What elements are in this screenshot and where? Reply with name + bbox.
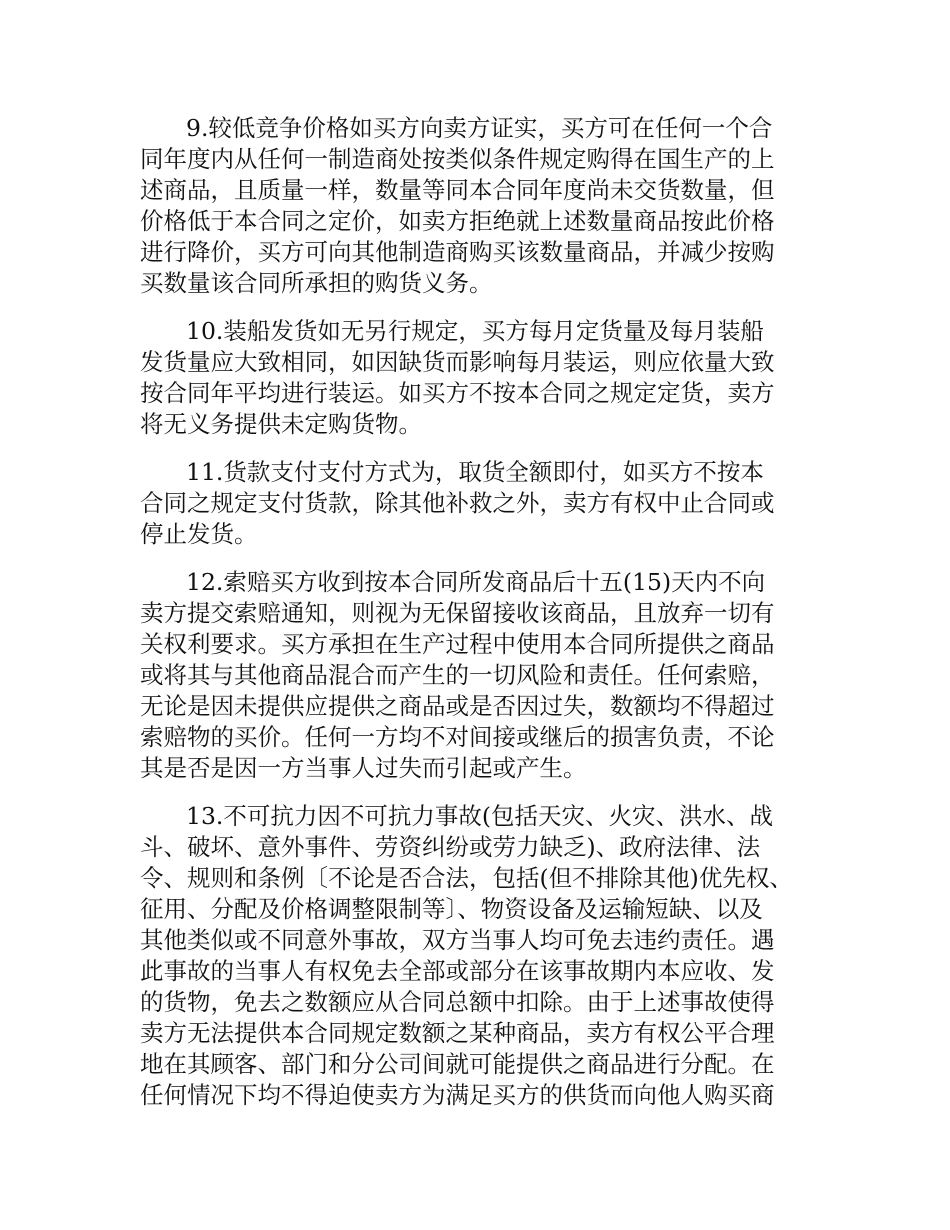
paragraph-line: 的货物，免去之数额应从合同总额中扣除。由于上述事故使得 (140, 988, 775, 1016)
clause-10 (140, 316, 820, 440)
paragraph-line: 9.较低竞争价格如买方向卖方证实，买方可在任何一个合 (186, 114, 773, 142)
clause-11 (140, 457, 820, 550)
paragraph-line: 12.索赔买方收到按本合同所发商品后十五(15)天内不向 (186, 568, 766, 596)
paragraph-line: 关权利要求。买方承担在生产过程中使用本合同所提供之商品 (140, 630, 775, 658)
paragraph-line: 发货量应大致相同，如因缺货而影响每月装运，则应依量大致 (140, 348, 775, 376)
paragraph-line: 任何情况下均不得迫使卖方为满足买方的供货而向他人购买商 (140, 1081, 775, 1109)
clause-9 (140, 113, 820, 299)
paragraph-line: 合同之规定支付货款，除其他补救之外，卖方有权中止合同或 (140, 489, 775, 517)
document-body (140, 113, 820, 1128)
paragraph-line: 其是否是因一方当事人过失而引起或产生。 (140, 754, 587, 782)
clause-13 (140, 801, 820, 1111)
paragraph-line: 述商品，且质量一样，数量等同本合同年度尚未交货数量，但 (140, 176, 775, 204)
paragraph-line: 斗、破坏、意外事件、劳资纠纷或劳力缺乏)、政府法律、法 (140, 833, 761, 861)
clause-12 (140, 567, 820, 784)
paragraph-line: 同年度内从任何一制造商处按类似条件规定购得在国生产的上 (140, 145, 775, 173)
paragraph-line: 买数量该合同所承担的购货义务。 (140, 269, 493, 297)
paragraph-line: 价格低于本合同之定价，如卖方拒绝就上述数量商品按此价格 (140, 207, 775, 235)
paragraph-line: 停止发货。 (140, 520, 258, 548)
paragraph-line: 进行降价，买方可向其他制造商购买该数量商品，并减少按购 (140, 238, 775, 266)
paragraph-line: 将无义务提供未定购货物。 (140, 410, 422, 438)
paragraph-line: 卖方无法提供本合同规定数额之某种商品，卖方有权公平合理 (140, 1019, 775, 1047)
paragraph-line: 此事故的当事人有权免去全部或部分在该事故期内本应收、发 (140, 957, 775, 985)
paragraph-line: 按合同年平均进行装运。如买方不按本合同之规定定货，卖方 (140, 379, 775, 407)
paragraph-line: 卖方提交索赔通知，则视为无保留接收该商品，且放弃一切有 (140, 599, 775, 627)
paragraph-line: 或将其与其他商品混合而产生的一切风险和责任。任何索赔， (140, 661, 775, 689)
paragraph-line: 10.装船发货如无另行规定，买方每月定货量及每月装船 (186, 317, 764, 345)
paragraph-line: 其他类似或不同意外事故，双方当事人均可免去违约责任。遇 (140, 926, 775, 954)
paragraph-line: 令、规则和条例〔不论是否合法，包括(但不排除其他)优先权、 (140, 864, 793, 892)
paragraph-line: 13.不可抗力因不可抗力事故(包括天灾、火灾、洪水、战 (186, 802, 774, 830)
paragraph-line: 地在其顾客、部门和分公司间就可能提供之商品进行分配。在 (140, 1050, 775, 1078)
paragraph-line: 征用、分配及价格调整限制等〕、物资设备及运输短缺、以及 (140, 895, 763, 923)
paragraph-line: 11.货款支付支付方式为，取货全额即付，如买方不按本 (186, 458, 764, 486)
paragraph-line: 索赔物的买价。任何一方均不对间接或继后的损害负责，不论 (140, 723, 775, 751)
paragraph-line: 无论是因未提供应提供之商品或是否因过失，数额均不得超过 (140, 692, 775, 720)
